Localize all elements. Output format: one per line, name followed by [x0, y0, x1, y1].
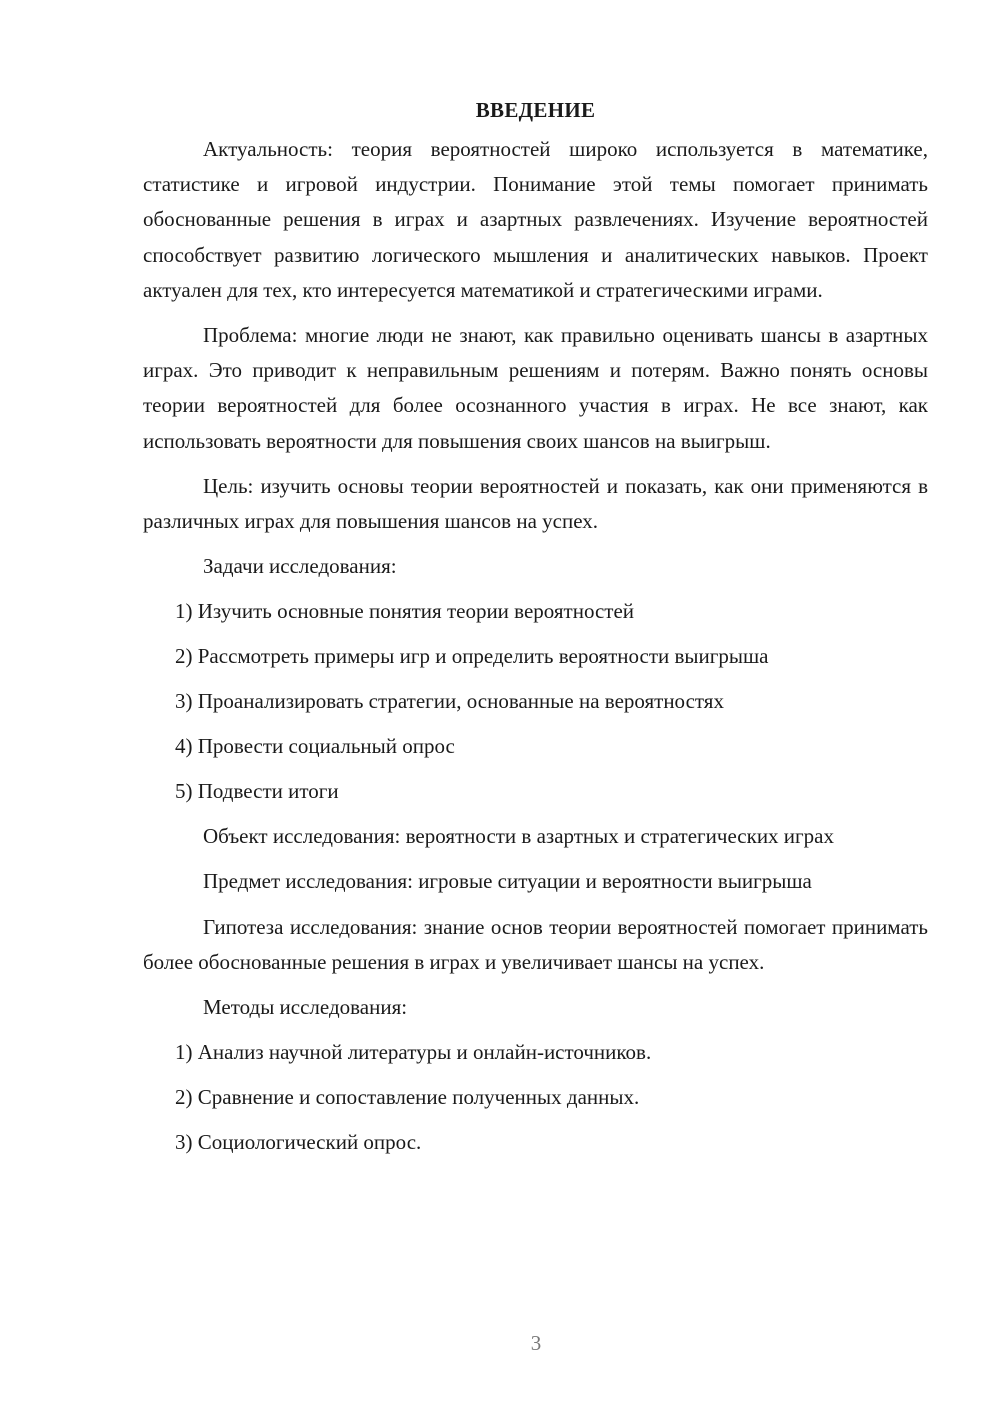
- methods-list: [143, 1035, 928, 1160]
- page-number: 3: [530, 1331, 542, 1355]
- tasks-list: [143, 594, 928, 809]
- hypothesis-paragraph: Гипотеза исследования: знание основ теории вероятностей помогает принимать более обоснованные решения в играх и увеличивает шансы на успех.: [143, 914, 928, 974]
- goal-paragraph: Цель: изучить основы теории вероятностей и показать, как они применяются в различных играх для повышения шансов на успех.: [143, 473, 928, 534]
- object-paragraph: Объект исследования: вероятности в азартных и стратегических играх: [203, 824, 834, 849]
- list-item: 3) Проанализировать стратегии, основанные на вероятностях: [175, 689, 724, 714]
- subject-paragraph: Предмет исследования: игровые ситуации и вероятности выигрыша: [203, 869, 812, 894]
- list-item: 2) Сравнение и сопоставление полученных данных.: [175, 1085, 640, 1110]
- tasks-label: Задачи исследования:: [203, 554, 397, 579]
- list-item: 1) Изучить основные понятия теории вероятностей: [175, 599, 635, 624]
- list-item: 1) Анализ научной литературы и онлайн-источников.: [175, 1040, 652, 1065]
- problem-paragraph: Проблема: многие люди не знают, как правильно оценивать шансы в азартных играх. Это приводит к неправильным решениям и потерям. Важно понять основы теории вероятностей для более осознанного участия в играх. Не все знают, как использовать вероятности для повышения своих шансов на выигрыш.: [143, 323, 928, 453]
- list-item: 4) Провести социальный опрос: [175, 734, 455, 759]
- document-page: [143, 92, 928, 1170]
- relevance-paragraph: Актуальность: теория вероятностей широко используется в математике, статистике и игровой индустрии. Понимание этой темы помогает принимать обоснованные решения в играх и азартных развлечениях. Изучение вероятностей способствует развитию логического мышления и аналитических навыков. Проект актуален для тех, кто интересуется математикой и стратегическими играми.: [143, 137, 928, 302]
- methods-label: Методы исследования:: [203, 995, 408, 1020]
- list-item: 5) Подвести итоги: [175, 779, 339, 804]
- list-item: 2) Рассмотреть примеры игр и определить вероятности выигрыша: [175, 644, 769, 669]
- list-item: 3) Социологический опрос.: [175, 1130, 422, 1155]
- page-title: ВВЕДЕНИЕ: [475, 98, 596, 122]
